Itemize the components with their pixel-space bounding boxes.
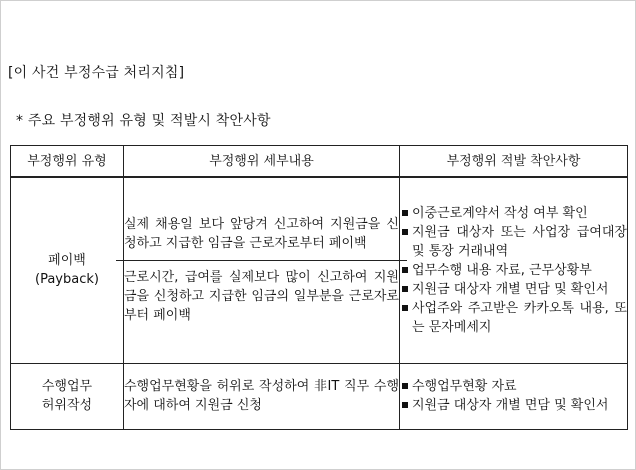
action-item: 업무수행 내용 자료, 근무상황부	[400, 261, 627, 280]
table-row-false-report	[11, 363, 628, 429]
actions-cell	[400, 363, 628, 429]
table-header-row	[11, 146, 628, 178]
action-item: 지원금 대상자 개별 면담 및 확인서	[400, 396, 627, 415]
action-list	[400, 377, 627, 415]
section-subheading: * 주요 부정행위 유형 및 적발시 착안사항	[16, 113, 271, 129]
type-label: 페이백	[48, 253, 86, 269]
action-item: 지원금 대상자 개별 면담 및 확인서	[400, 280, 627, 299]
detail-text: 근로시간, 급여를 실제보다 많이 신고하여 지원금을 신청하고 지급한 임금의 일부분을 근로자로부터 페이백	[124, 270, 399, 324]
type-cell	[11, 177, 124, 363]
column-header-type: 부정행위 유형	[11, 146, 124, 178]
detail-text: 수행업무현황을 허위로 작성하여 非IT 직무 수행자에 대하여 지원금 신청	[124, 379, 399, 413]
fraud-guideline-table	[10, 145, 628, 430]
column-header-actions: 부정행위 적발 착안사항	[400, 146, 628, 178]
action-item: 사업주와 주고받은 카카오톡 내용, 또는 문자메세지	[400, 299, 627, 337]
table-row-payback	[11, 177, 628, 363]
detail-text: 실제 채용일 보다 앞당겨 신고하여 지원금을 신청하고 지급한 임금을 근로자로부터 페이백	[124, 217, 399, 252]
action-item: 이중근로계약서 작성 여부 확인	[400, 204, 627, 223]
actions-cell	[400, 177, 628, 363]
type-label: 수행업무	[41, 379, 93, 394]
action-item: 수행업무현황 자료	[400, 377, 627, 396]
action-list	[400, 204, 627, 337]
type-label-sub: 허위작성	[41, 398, 93, 413]
action-item: 지원금 대상자 또는 사업장 급여대장 및 통장 거래내역	[400, 223, 627, 261]
type-label-sub: (Payback)	[35, 272, 99, 288]
document-heading: [이 사건 부정수급 처리지침]	[8, 65, 185, 81]
detail-cell	[124, 177, 400, 363]
detail-cell	[124, 363, 400, 429]
column-header-detail: 부정행위 세부내용	[124, 146, 400, 178]
type-cell	[11, 363, 124, 429]
